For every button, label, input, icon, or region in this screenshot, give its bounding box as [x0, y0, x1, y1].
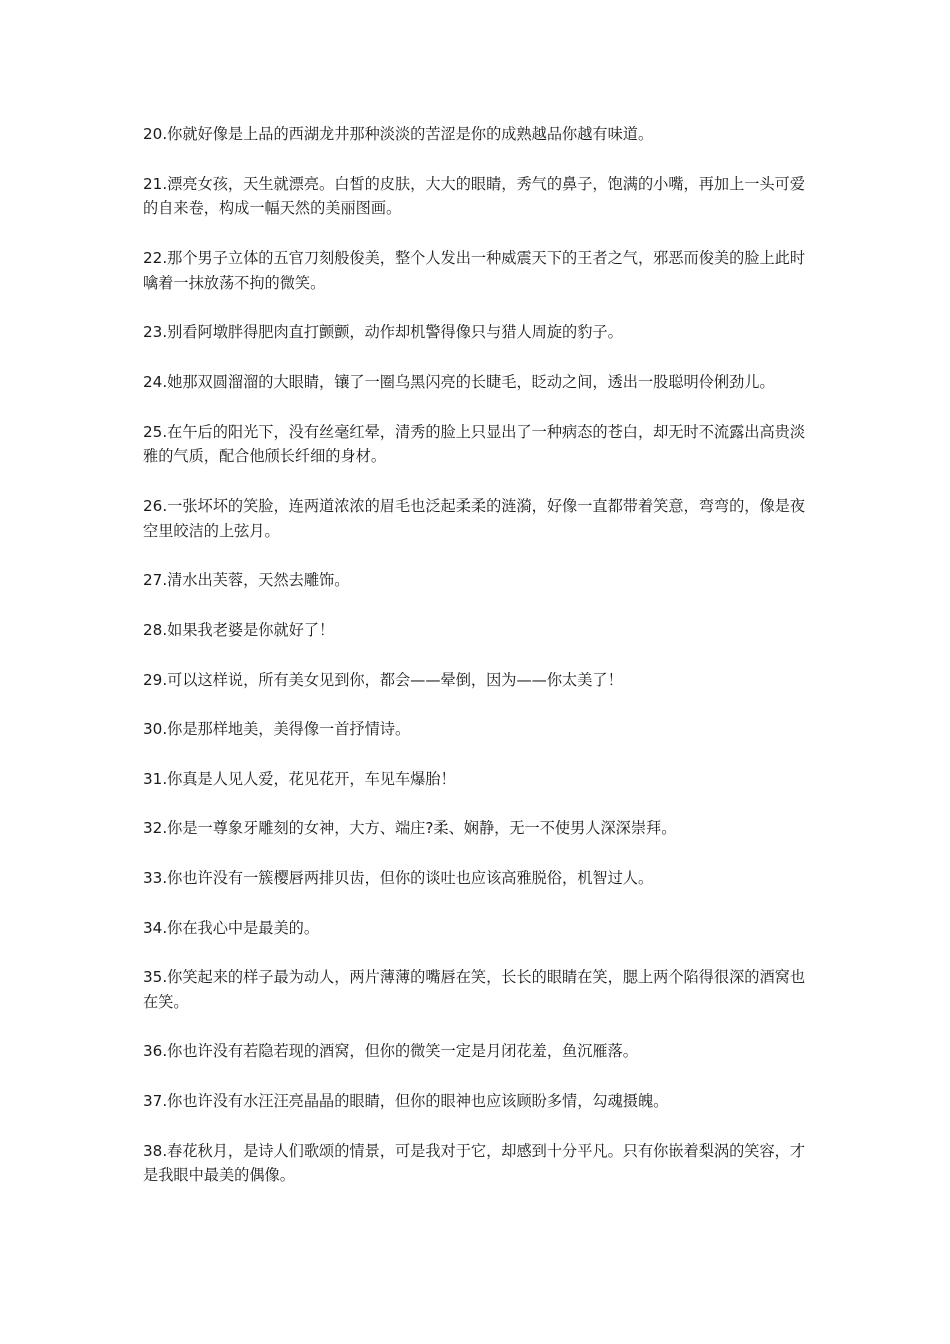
paragraph-27: 27.清水出芙蓉，天然去雕饰。 [143, 571, 350, 590]
paragraph-21: 21.漂亮女孩，天生就漂亮。白皙的皮肤，大大的眼睛，秀气的鼻子，饱满的小嘴，再加上一头可爱的自来卷，构成一幅天然的美丽图画。 [143, 174, 806, 218]
paragraph-20: 20.你就好像是上品的西湖龙井那种淡淡的苦涩是你的成熟越品你越有味道。 [143, 125, 654, 143]
paragraph-25: 25.在午后的阳光下，没有丝毫红晕，清秀的脸上只显出了一种病态的苍白，却无时不流露出高贵淡雅的气质，配合他颀长纤细的身材。 [143, 422, 806, 466]
paragraph-32: 32.你是一尊象牙雕刻的女神，大方、端庄?柔、娴静，无一不使男人深深崇拜。 [143, 819, 677, 838]
paragraph-23: 23.别看阿墩胖得肥肉直打颤颤，动作却机警得像只与猎人周旋的豹子。 [143, 323, 623, 342]
paragraph-24: 24.她那双圆溜溜的大眼睛，镶了一圈乌黑闪亮的长睫毛，眨动之间，透出一股聪明伶俐劲儿。 [143, 372, 775, 391]
paragraph-36: 36.你也许没有若隐若现的酒窝，但你的微笑一定是月闭花羞，鱼沉雁落。 [143, 1042, 638, 1061]
paragraph-31: 31.你真是人见人爱，花见花开，车见车爆胎！ [143, 769, 456, 788]
paragraph-35: 35.你笑起来的样子最为动人，两片薄薄的嘴唇在笑，长长的眼睛在笑，腮上两个陷得很深的酒窝也在笑。 [143, 968, 806, 1011]
paragraph-30: 30.你是那样地美，美得像一首抒情诗。 [143, 720, 411, 739]
paragraph-38: 38.春花秋月，是诗人们歌颂的情景，可是我对于它，却感到十分平凡。只有你嵌着梨涡的笑容，才是我眼中最美的偶像。 [143, 1141, 806, 1185]
paragraph-22: 22.那个男子立体的五官刀刻般俊美，整个人发出一种威震天下的王者之气，邪恶而俊美的脸上此时噙着一抹放荡不拘的微笑。 [143, 248, 806, 292]
paragraph-29: 29.可以这样说，所有美女见到你，都会——晕倒，因为——你太美了！ [143, 670, 623, 689]
paragraph-34: 34.你在我心中是最美的。 [143, 918, 320, 937]
paragraph-26: 26.一张坏坏的笑脸，连两道浓浓的眉毛也泛起柔柔的涟漪，好像一直都带着笑意，弯弯的，像是夜空里皎洁的上弦月。 [143, 496, 806, 540]
paragraph-37: 37.你也许没有水汪汪亮晶晶的眼睛，但你的眼神也应该顾盼多情，勾魂摄魄。 [143, 1092, 669, 1111]
paragraph-28: 28.如果我老婆是你就好了！ [143, 620, 335, 639]
paragraph-33: 33.你也许没有一簇樱唇两排贝齿，但你的谈吐也应该高雅脱俗，机智过人。 [143, 868, 654, 887]
document-body [143, 122, 815, 1213]
